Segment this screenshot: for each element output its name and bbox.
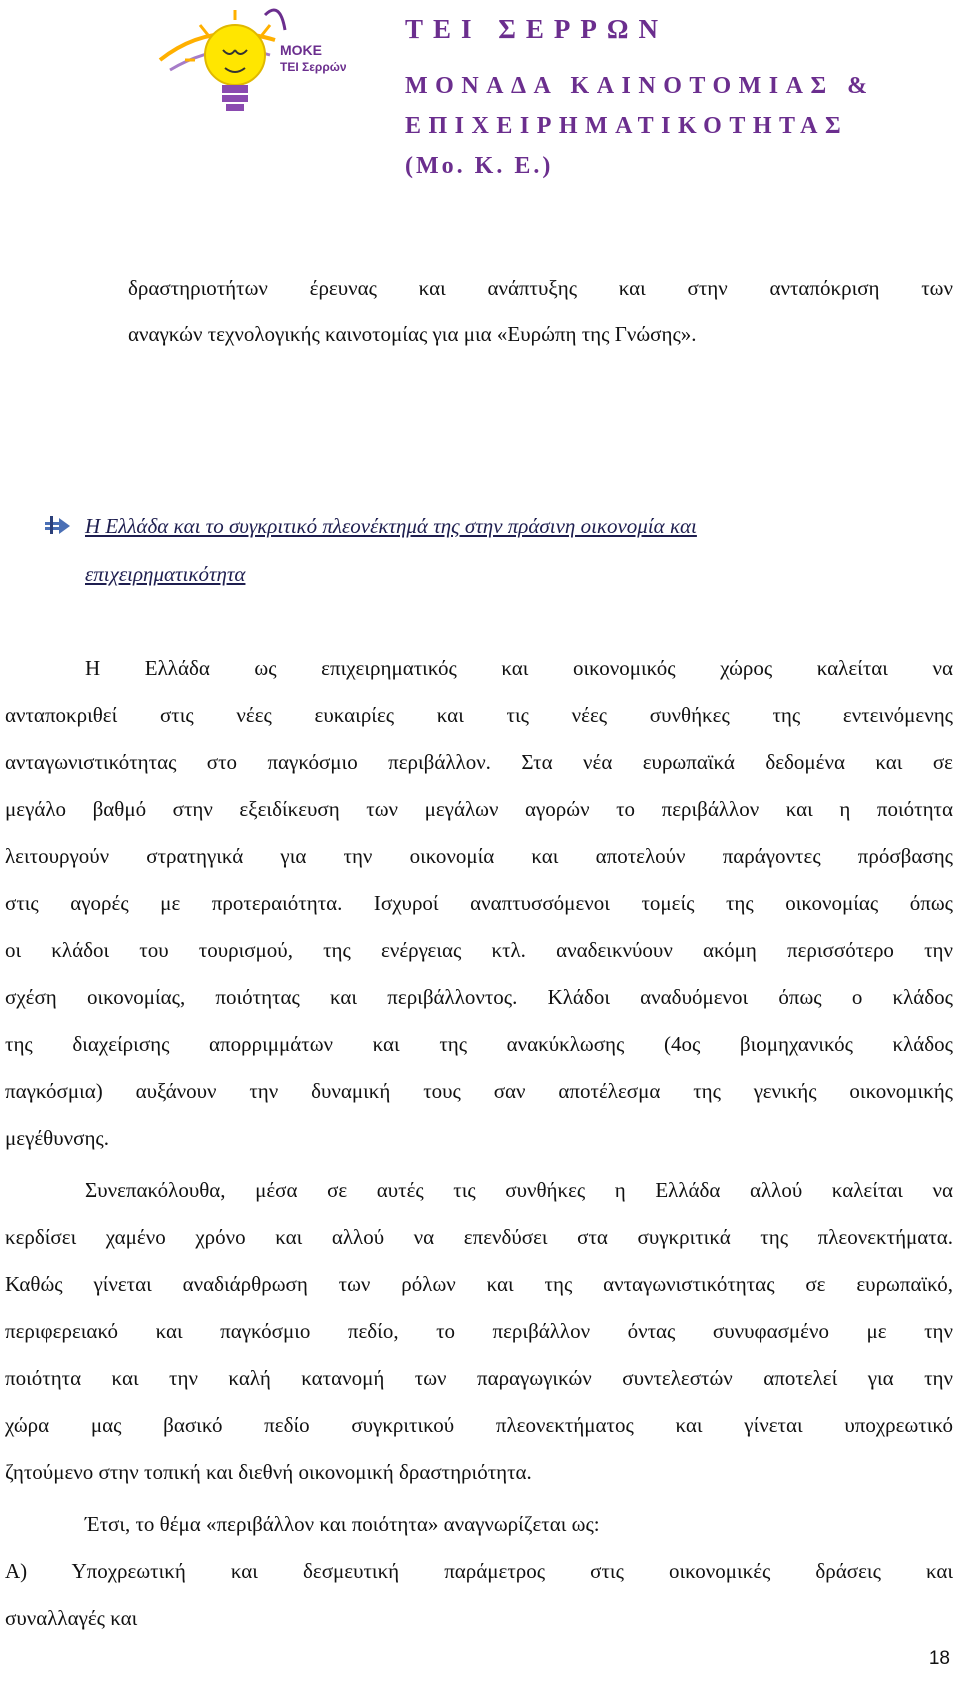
paragraph-line: σχέση οικονομίας, ποιότητας και περιβάλλοντος. Κλάδοι αναδυόμενοι όπως ο κλάδος (5, 985, 953, 1009)
logo-text-moke: ΜΟΚΕ (280, 42, 322, 58)
paragraph-line: μεγέθυνσης. (5, 1126, 109, 1150)
section-heading: Η Ελλάδα και το συγκριτικό πλεονέκτημά της στην πράσινη οικονομία και (85, 514, 697, 538)
paragraph-line: στις αγορές με προτεραιότητα. Ισχυροί αναπτυσσόμενοι τομείς της οικονομίας όπως (5, 891, 953, 915)
paragraph-line: κερδίσει χαμένο χρόνο και αλλού να επενδύσει στα συγκριτικά της πλεονεκτήματα. (5, 1225, 953, 1249)
logo-text-tei: ΤΕΙ Σερρών (280, 60, 347, 74)
paragraph-line: ανταποκριθεί στις νέες ευκαιρίες και τις νέες συνθήκες της εντεινόμενης (5, 703, 953, 727)
paragraph-line: Καθώς γίνεται αναδιάρθρωση των ρόλων και της ανταγωνιστικότητας σε ευρωπαϊκό, (5, 1272, 953, 1296)
paragraph-line: ζητούμενο στην τοπική και διεθνή οικονομική δραστηριότητα. (5, 1460, 532, 1484)
page-number: 18 (928, 1648, 950, 1669)
paragraph-line: παγκόσμια) αυξάνουν την δυναμική τους σαν αποτέλεσμα της γενικής οικονομικής (5, 1079, 953, 1103)
intro-line: αναγκών τεχνολογικής καινοτομίας για μια «Ευρώπη της Γνώσης». (128, 322, 697, 346)
header-title-unit-line2: ΕΠΙΧΕΙΡΗΜΑΤΙΚΟΤΗΤΑΣ (405, 113, 849, 139)
paragraph-line: Έτσι, το θέμα «περιβάλλον και ποιότητα» αναγνωρίζεται ως: (85, 1512, 600, 1536)
paragraph-line: μεγάλο βαθμό στην εξειδίκευση των μεγάλων αγορών το περιβάλλον και η ποιότητα (5, 797, 953, 821)
page-header (0, 0, 960, 190)
list-item-a-cont: συναλλαγές και (5, 1606, 138, 1630)
arrow-bullet-icon (42, 514, 74, 536)
header-title-unit-line1: ΜΟΝΑΔΑ ΚΑΙΝΟΤΟΜΙΑΣ & (405, 73, 875, 99)
paragraph-line: Συνεπακόλουθα, μέσα σε αυτές τις συνθήκες η Ελλάδα αλλού καλείται να (85, 1178, 953, 1202)
paragraph-line: οι κλάδοι του τουρισμού, της ενέργειας κτλ. αναδεικνύουν ακόμη περισσότερο την (5, 938, 953, 962)
paragraph-line: χώρα μας βασικό πεδίο συγκριτικού πλεονεκτήματος και γίνεται υποχρεωτικό (5, 1413, 953, 1437)
paragraph-line: περιφερειακό και παγκόσμιο πεδίο, το περιβάλλον όντας συνυφασμένο με την (5, 1319, 953, 1343)
intro-line: δραστηριοτήτων έρευνας και ανάπτυξης και στην ανταπόκριση των (128, 276, 953, 300)
paragraph-line: ανταγωνιστικότητας στο παγκόσμιο περιβάλλον. Στα νέα ευρωπαϊκά δεδομένα και σε (5, 750, 953, 774)
header-title-acronym: (Μο. Κ. Ε.) (405, 153, 554, 179)
paragraph-line: λειτουργούν στρατηγικά για την οικονομία και αποτελούν παράγοντες πρόσβασης (5, 844, 953, 868)
paragraph-line: ποιότητα και την καλή κατανομή των παραγωγικών συντελεστών αποτελεί για την (5, 1366, 953, 1390)
paragraph-line: Η Ελλάδα ως επιχειρηματικός και οικονομικός χώρος καλείται να (85, 656, 953, 680)
list-item-a: Α) Υποχρεωτική και δεσμευτική παράμετρος στις οικονομικές δράσεις και (5, 1559, 953, 1583)
moke-logo (150, 0, 400, 130)
paragraph-line: της διαχείρισης απορριμμάτων και της ανακύκλωσης (4ος βιομηχανικός κλάδος (5, 1032, 953, 1056)
header-title-institution: ΤΕΙ ΣΕΡΡΩΝ (405, 14, 669, 44)
section-heading-cont: επιχειρηματικότητα (85, 562, 246, 586)
